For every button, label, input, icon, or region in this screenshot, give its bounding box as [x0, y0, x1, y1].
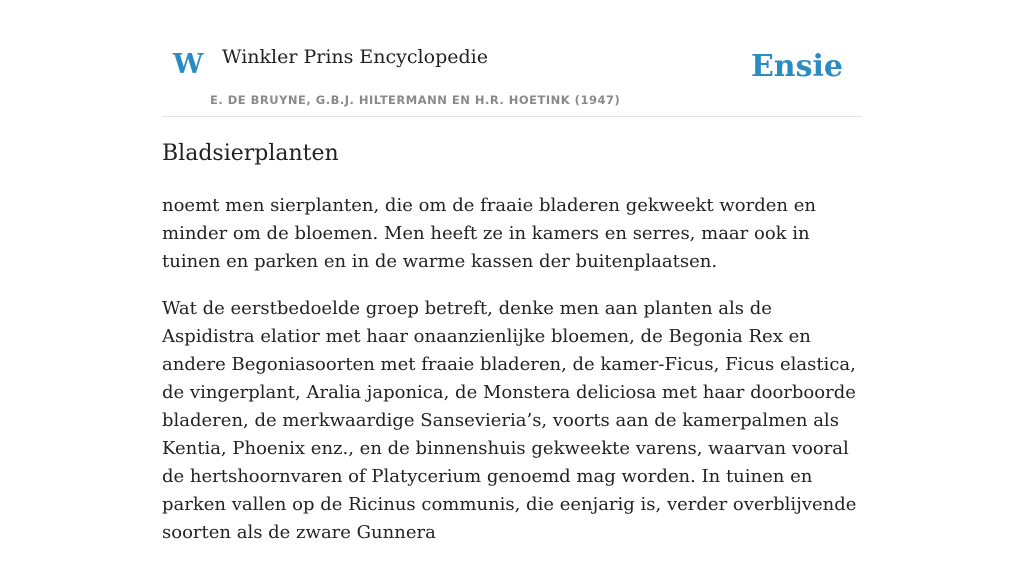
article-title: Bladsierplanten — [162, 141, 339, 166]
brand-logo[interactable]: Ensie — [750, 49, 843, 84]
source-authors: E. DE BRUYNE, G.B.J. HILTERMANN EN H.R. HOETINK (1947) — [210, 93, 621, 107]
source-header — [162, 0, 862, 117]
article-body — [162, 192, 862, 566]
source-title[interactable]: Winkler Prins Encyclopedie — [222, 46, 488, 68]
article-paragraph: Wat de eerstbedoelde groep betreft, denke men aan planten als de Aspidistra elatior met haar onaanzienlijke bloemen, de Begonia Rex en andere Begoniasoorten met fraaie bladeren, de kamer-Ficus, Ficus elastica, de vingerplant, Aralia japonica, de Monstera deliciosa met haar doorboorde bladeren, de merkwaardige Sansevieria’s, voorts aan de kamerpalmen als Kentia, Phoenix enz., en de binnenshuis gekweekte varens, waarvan vooral de hertshoornvaren of Platycerium genoemd mag worden. In tuinen en parken vallen op de Ricinus communis, die eenjarig is, verder overblijvende soorten als de zware Gunnera — [162, 298, 857, 543]
article-paragraph: noemt men sierplanten, die om de fraaie bladeren gekweekt worden en minder om de bloemen. Men heeft ze in kamers en serres, maar ook in tuinen en parken en in de warme kassen der buitenplaatsen. — [162, 195, 816, 272]
source-logo[interactable]: W — [173, 49, 204, 80]
